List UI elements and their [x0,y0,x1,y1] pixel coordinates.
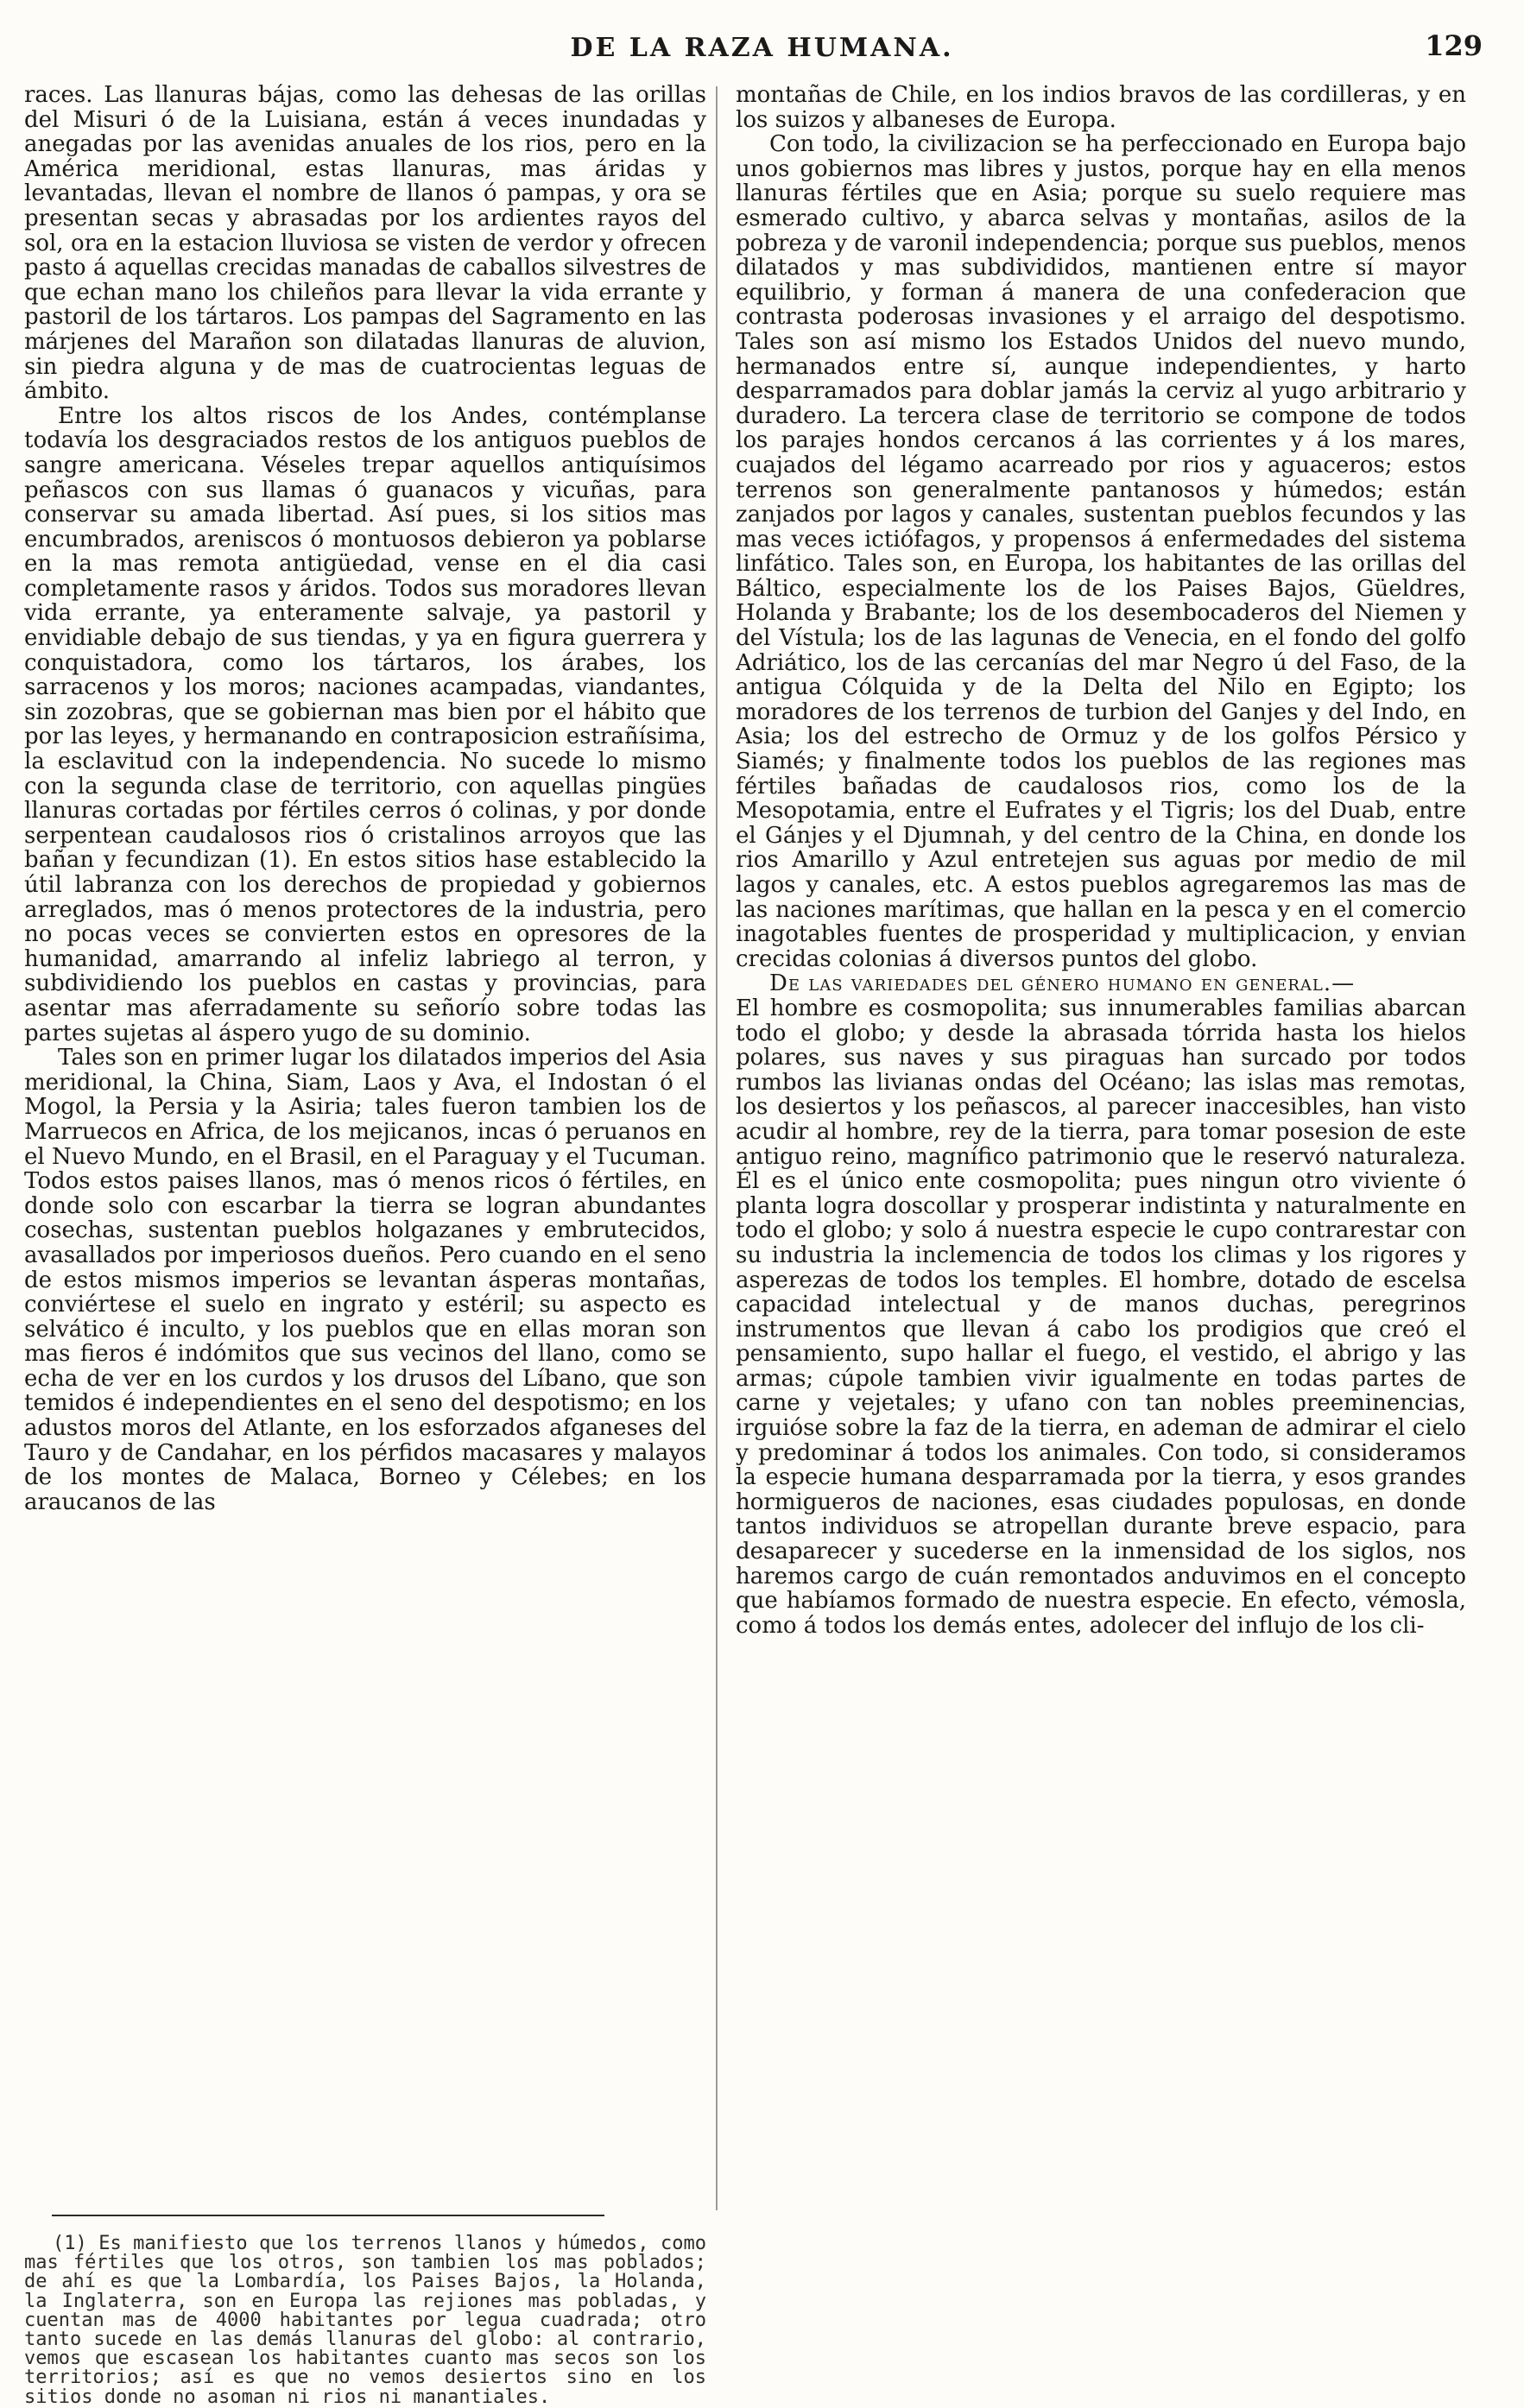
left-paragraph-3: Tales son en primer lugar los dilatados imperios del Asia meridional, la China, Siam, Laos y Ava, el Indostan ó el Mogol, la Persia y la Asiria; tales fueron tambien los de Marruecos en Africa, de los mejicanos, incas ó peruanos en el Nuevo Mundo, en el Brasil, en el Paraguay y el Tucuman. Todos estos paises llanos, mas ó menos ricos ó fértiles, en donde solo con escarbar la tierra se logran abundantes cosechas, sustentan pueblos holgazanes y embrutecidos, avasallados por imperiosos dueños. Pero cuando en el seno de estos mismos imperios se levantan ásperas montañas, conviértese el suelo en ingrato y estéril; su aspecto es selvático é inculto, y los pueblos que en ellas moran son mas fieros é indómitos que sus vecinos del llano, como se echa de ver en los curdos y los drusos del Líbano, que son temidos é independientes en el seno del despotismo; en los adustos moros del Atlante, en los esforzados afganeses del Tauro y de Candahar, en los pérfidos macasares y malayos de los montes de Malaca, Borneo y Célebes; en los araucanos de las [24,1045,706,1515]
left-paragraph-1: races. Las llanuras bájas, como las dehesas de las orillas del Misuri ó de la Luisiana, están á veces inundadas y anegadas por las avenidas anuales de los rios, pero en la América meridional, estas llanuras, mas áridas y levantadas, llevan el nombre de llanos ó pampas, y ora se presentan secas y abrasadas por los ardientes rayos del sol, ora en la estacion lluviosa se visten de verdor y ofrecen pasto á aquellas crecidas manadas de caballos silvestres de que echan mano los chileños para llevar la vida errante y pastoril de los tártaros. Los pampas del Sagramento en las márjenes del Marañon son dilatadas llanuras de aluvion, sin piedra alguna y de mas de cuatrocientas leguas de ámbito. [24,83,706,405]
footnote-rule [52,2215,604,2216]
column-divider [716,86,718,2210]
left-column [24,83,706,2215]
footnote [24,2234,706,2407]
right-paragraph-3: El hombre es cosmopolita; sus innumerables familias abarcan todo el globo; y desde la abrasada tórrida hasta los hielos polares, sus naves y sus piraguas han surcado por todos rumbos las livianas ondas del Océano; las islas mas remotas, los desiertos y los peñascos, al parecer inaccesibles, han visto acudir al hombre, rey de la tierra, para tomar posesion de este antiguo reino, magnífico patrimonio que le reservó naturaleza. Él es el único ente cosmopolita; pues ningun otro viviente ó planta logra doscollar y prosperar indistinta y naturalmente en todo el globo; y solo á nuestra especie le cupo contrarestar con su industria la inclemencia de todos los climas y los rigores y asperezas de todos los temples. El hombre, dotado de escelsa capacidad intelectual y de manos duchas, peregrinos instrumentos que llevan á cabo los prodigios que creó el pensamiento, supo hallar el fuego, el vestido, el abrigo y las armas; cúpole tambien vivir igualmente en todas partes de carne y vejetales; y ufano con tan nobles preeminencias, irguióse sobre la faz de la tierra, en ademan de admirar el cielo y predominar á todos los animales. Con todo, si consideramos la especie humana desparramada por la tierra, y esos grandes hormigueros de naciones, esas ciudades populosas, en donde tantos individuos se atropellan durante breve espacio, para desaparecer y sucederse en la inmensidad de los siglos, nos haremos cargo de cuán remontados anduvimos en el concepto que habíamos formado de nuestra especie. En efecto, vémosla, como á todos los demás entes, adolecer del influjo de los cli- [736,995,1466,1639]
right-column [736,83,1466,2233]
footnote-text: (1) Es manifiesto que los terrenos llanos y húmedos, como mas fértiles que los otros, son tambien los mas poblados; de ahí es que la Lombardía, los Paises Bajos, la Holanda, la Inglaterra, son en Europa las rejiones mas pobladas, y cuentan mas de 4000 habitantes por legua cuadrada; otro tanto sucede en las demás llanuras del globo: al contrario, vemos que escasean los habitantes cuanto mas secos son los territorios; así es que no vemos desiertos sino en los sitios donde no asoman ni rios ni manantiales. [24,2233,706,2408]
page-number: 129 [1425,29,1483,62]
left-paragraph-2: Entre los altos riscos de los Andes, contémplanse todavía los desgraciados restos de los antiguos pueblos de sangre americana. Véseles trepar aquellos antiquísimos peñascos con sus llamas ó guanacos y vicuñas, para conservar su amada libertad. Así pues, si los sitios mas encumbrados, areniscos ó montuosos debieron ya poblarse en la mas remota antigüedad, vense en el dia casi completamente rasos y áridos. Todos sus moradores llevan vida errante, ya enteramente salvaje, ya pastoril y envidiable debajo de sus tiendas, y ya en figura guerrera y conquistadora, como los tártaros, los árabes, los sarracenos y los moros; naciones acampadas, viandantes, sin zozobras, que se gobiernan mas bien por el hábito que por las leyes, y hermanando en contraposicion estrañísima, la esclavitud con la independencia. No sucede lo mismo con la segunda clase de territorio, con aquellas pingües llanuras cortadas por fértiles cerros ó colinas, y por donde serpentean caudalosos rios ó cristalinos arroyos que las bañan y fecundizan (1). En estos sitios hase establecido la útil labranza con los derechos de propiedad y gobiernos arreglados, mas ó menos protectores de la industria, pero no pocas veces se convierten estos en opresores de la humanidad, amarrando al infeliz labriego al terron, y subdividiendo los pueblos en castas y provincias, para asentar mas aferradamente su señorío sobre todas las partes sujetas al áspero yugo de su dominio. [24,402,706,1046]
right-paragraph-2: Con todo, la civilizacion se ha perfeccionado en Europa bajo unos gobiernos mas libres y justos, porque hay en ella menos llanuras fértiles que en Asia; porque su suelo requiere mas esmerado cultivo, y abarca selvas y montañas, asilos de la pobreza y de varonil independencia; porque sus pueblos, menos dilatados y mas subdivididos, mantienen entre sí mayor equilibrio, y forman á manera de una confederacion que contrasta poderosas invasiones y el arraigo del despotismo. Tales son así mismo los Estados Unidos del nuevo mundo, hermanados entre sí, aunque independientes, y harto desparramados para doblar jamás la cerviz al yugo arbitrario y duradero. La tercera clase de territorio se compone de todos los parajes hondos cercanos á las corrientes y á los mares, cuajados del légamo acarreado por rios y aguaceros; estos terrenos son generalmente pantanosos y húmedos; están zanjados por lagos y canales, sustentan pueblos fecundos y las mas veces ictiófagos, y propensos á enfermedades del sistema linfático. Tales son, en Europa, los habitantes de las orillas del Báltico, especialmente los de los Paises Bajos, Güeldres, Holanda y Brabante; los de los desembocaderos del Niemen y del Vístula; los de las lagunas de Venecia, en el fondo del golfo Adriático, los de las cercanías del mar Negro ú del Faso, de la antigua Cólquida y de la Delta del Nilo en Egipto; los moradores de los terrenos de turbion del Ganjes y del Indo, en Asia; los del estrecho de Ormuz y de los golfos Pérsico y Siamés; y finalmente todos los pueblos de las regiones mas fértiles bañadas de caudalosos rios, como los de la Mesopotamia, entre el Eufrates y el Tigris; los del Duab, entre el Gánjes y el Djumnah, y del centro de la China, en donde los rios Amarillo y Azul entretejen sus aguas por medio de mil lagos y canales, etc. A estos pueblos agregaremos las mas de las naciones marítimas, que hallan en la pesca y en el comercio inagotables fuentes de prosperidad y multiplicacion, y envian crecidas colonias á diversos puntos del globo. [736,131,1466,972]
running-title: DE LA RAZA HUMANA. [570,33,954,63]
right-paragraph-1: montañas de Chile, en los indios bravos de las cordilleras, y en los suizos y albaneses de Europa. [736,83,1466,133]
section-heading: De las variedades del género humano en general.— [769,970,1356,997]
